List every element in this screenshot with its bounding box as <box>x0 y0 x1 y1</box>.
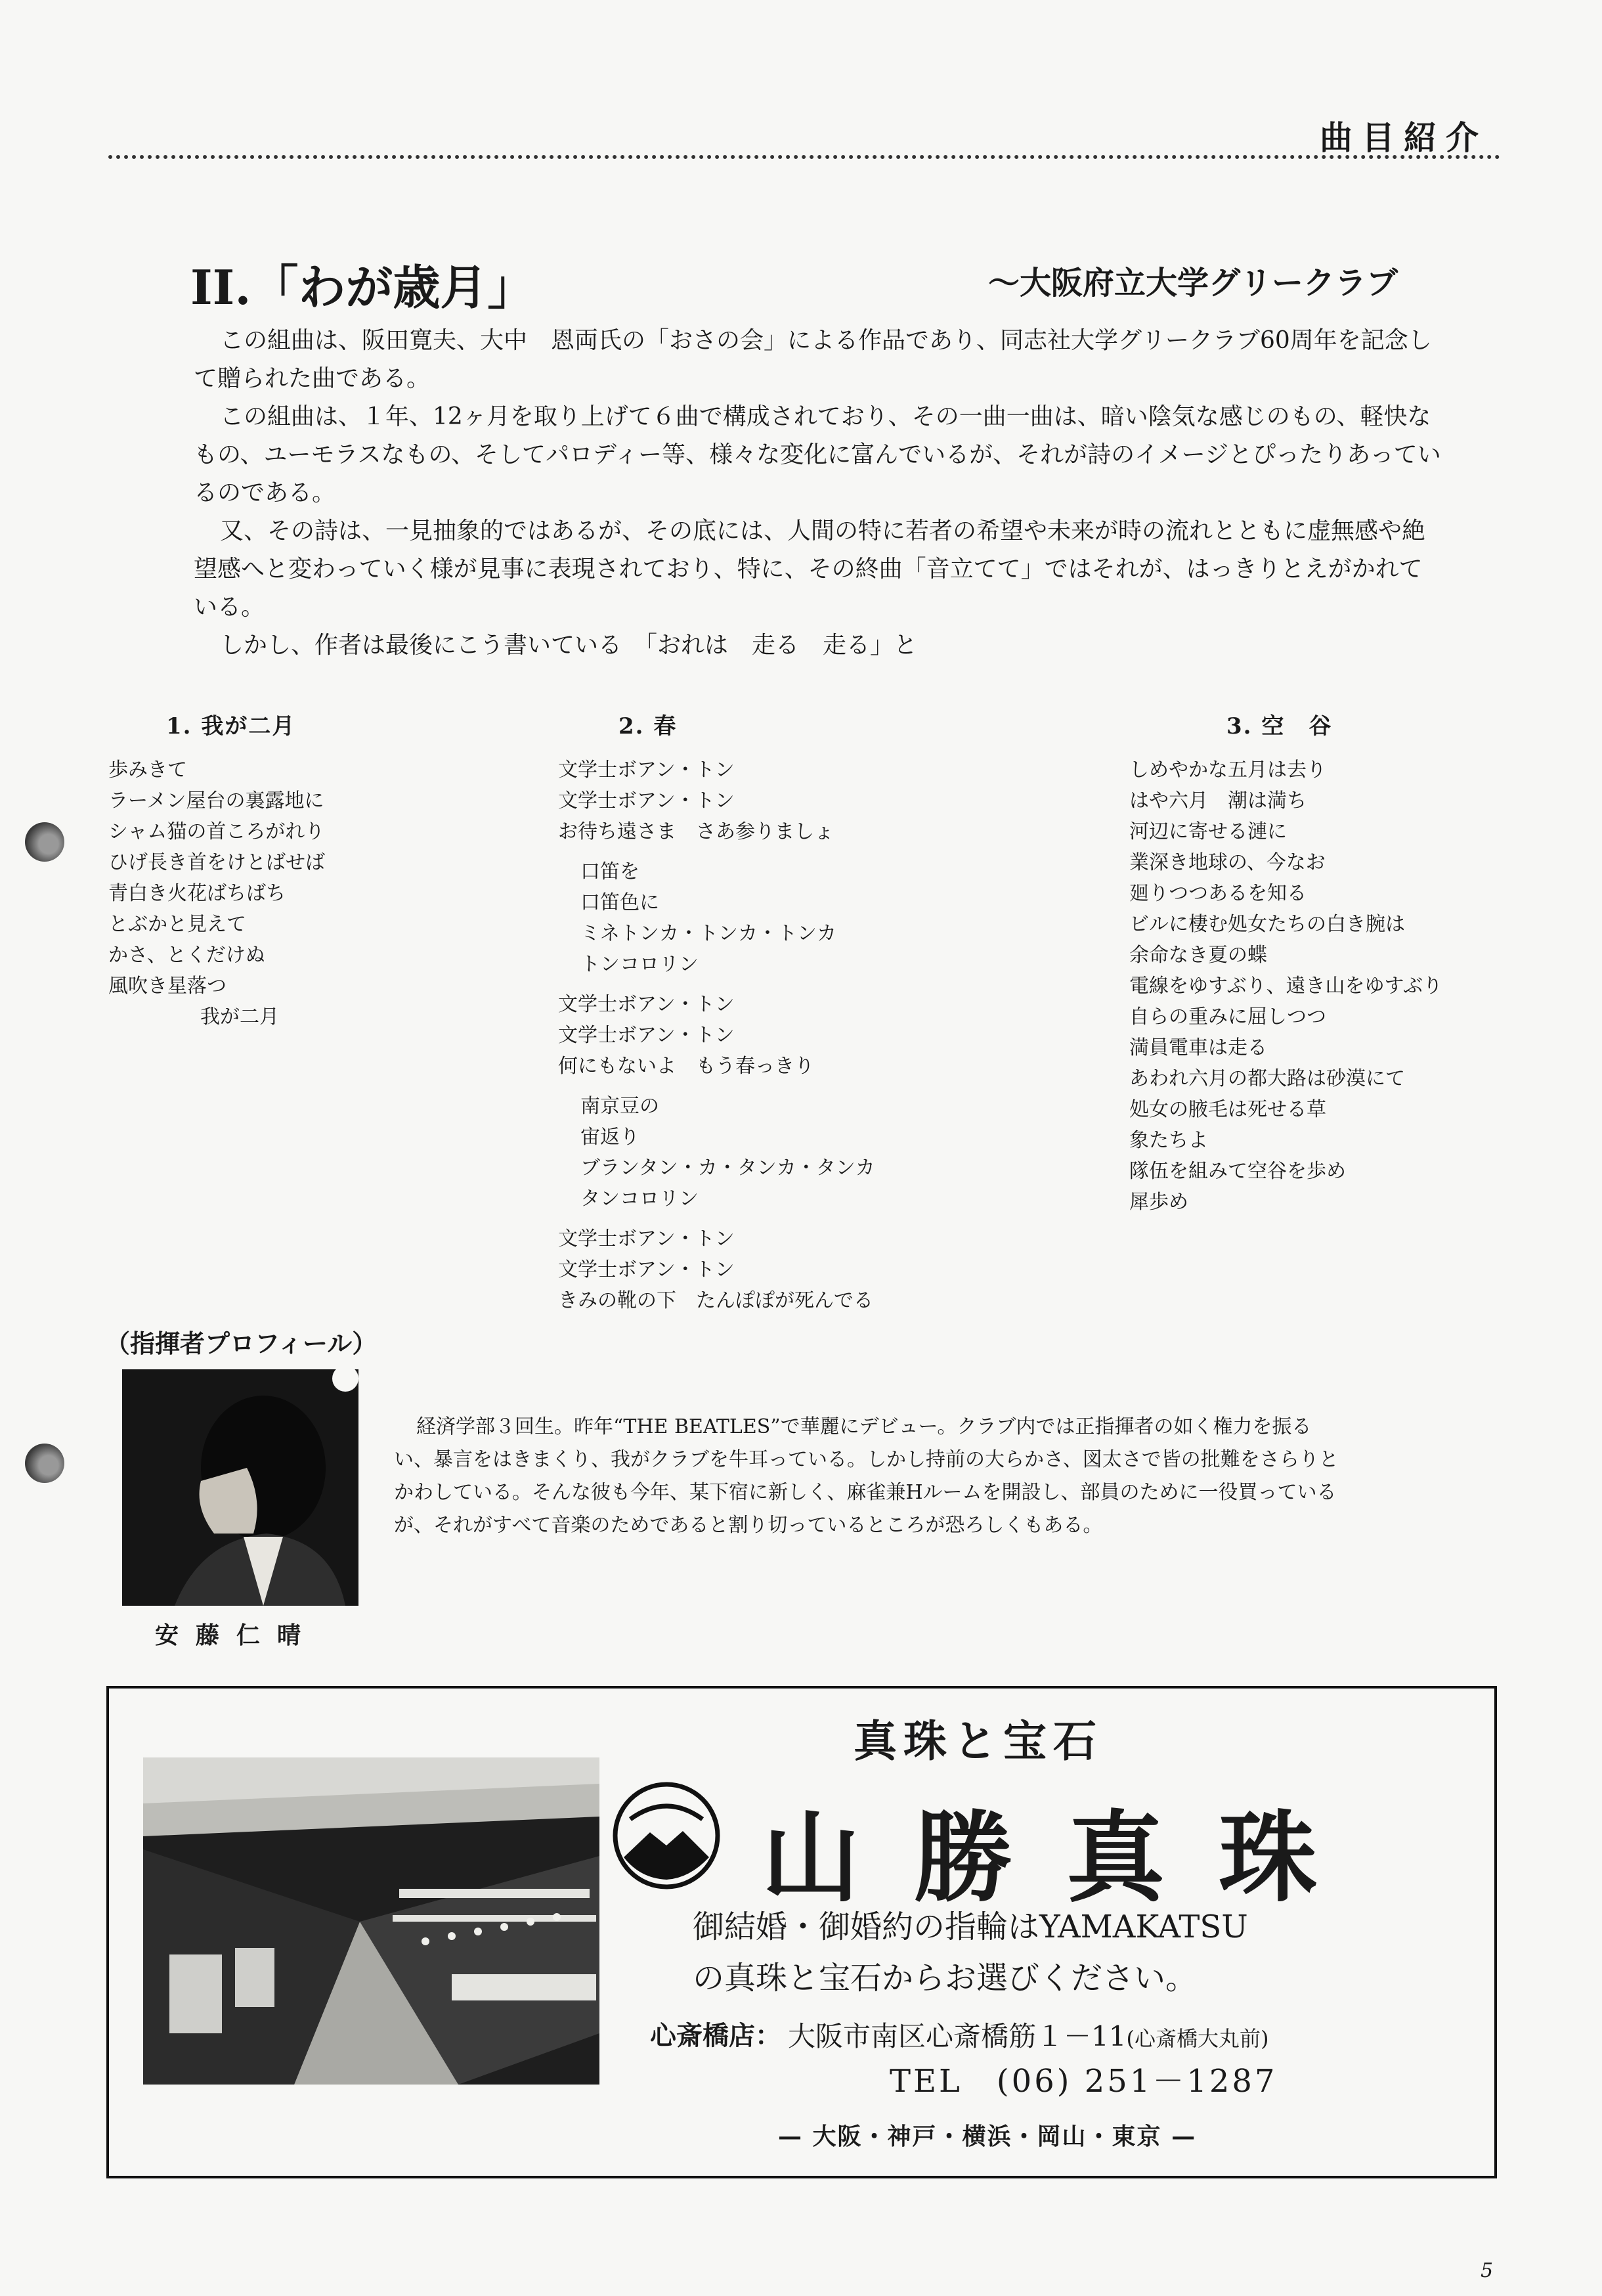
poem-title: 3. 空 谷 <box>1226 713 1333 740</box>
poem-title: 2. 春 <box>618 713 678 740</box>
ad-copy-line: 御結婚・御婚約の指輪はYAMAKATSU <box>693 1909 1248 1945</box>
poem-line: かさ、とくだけぬ <box>108 944 265 967</box>
poem-title: 1. 我が二月 <box>166 713 296 740</box>
poem-stanza <box>558 989 1031 1082</box>
poem-line: しめやかな五月は去り <box>1129 759 1326 782</box>
poem-line: 口笛を <box>580 860 639 883</box>
poem-line: 歩みきて <box>108 759 187 782</box>
profile-text: 経済学部３回生。昨年“THE BEATLES”で華麗にデビュー。クラブ内では正指揮者の如く権力を振るい、暴言をはきまくり、我がクラブを牛耳っている。しかし持前の大らかさ、図太さで皆の批難をさらりとかわしている。そんな彼も今年、某下宿に新しく、麻雀兼Hルームを開設し、部員のために一役買っているが、それがすべて音楽のためであると割り切っているところが恐ろしくもある。 <box>394 1415 1339 1537</box>
ad-copy <box>693 1901 1248 2004</box>
poem-line: 犀歩め <box>1129 1191 1188 1214</box>
poem-line: 業深き地球の、今なお <box>1129 851 1326 874</box>
poem-line: ブランタン・カ・タンカ・タンカ <box>580 1157 875 1180</box>
poem-line: とぶかと見えて <box>108 913 246 936</box>
poem-line: 電線をゆすぶり、遠き山をゆすぶり <box>1129 975 1442 998</box>
poem-line: 文学士ボアン・トン <box>558 1258 735 1281</box>
page-number: 5 <box>1481 2259 1494 2282</box>
poem-stanza <box>558 755 1031 847</box>
poem-line: 青白き火花ばちばち <box>108 882 286 905</box>
poem-line: 南京豆の <box>580 1095 659 1118</box>
poem-2 <box>558 708 1031 1316</box>
poem-line: 処女の腋毛は死せる草 <box>1129 1098 1326 1121</box>
poem-line: シャム猫の首ころがれり <box>108 820 325 843</box>
poem-line: 象たちよ <box>1129 1129 1208 1152</box>
ad-copy-line: の真珠と宝石からお選びください。 <box>693 1960 1198 1997</box>
poem-line: 口笛色に <box>580 891 659 914</box>
poem-lines <box>1129 755 1510 1218</box>
poem-line: 文学士ボアン・トン <box>558 1024 735 1047</box>
poem-line: 文学士ボアン・トン <box>558 993 735 1016</box>
intro-paragraph: しかし、作者は最後にこう書いている 「おれは 走る 走る」と <box>220 632 918 659</box>
poem-line: 満員電車は走る <box>1129 1036 1267 1059</box>
store-cities: — 大阪・神戸・横浜・岡山・東京 — <box>778 2123 1197 2150</box>
poem-line: お待ち遠さま さあ参りましょ <box>558 820 834 843</box>
poem-line: 何にもないよ もう春っきり <box>558 1055 814 1078</box>
poem-line: 隊伍を組みて空谷を歩め <box>1129 1160 1346 1183</box>
poem-line: 河辺に寄せる漣に <box>1129 820 1287 843</box>
poem-line: トンコロリン <box>580 953 699 976</box>
profile-heading: （指揮者プロフィール） <box>105 1329 378 1358</box>
intro-paragraph: この組曲は、阪田寛夫、大中 恩両氏の「おさの会」による作品であり、同志社大学グリークラブ60周年を記念して贈られた曲である。 <box>194 327 1432 392</box>
poem-line: 自らの重みに屈しつつ <box>1129 1005 1326 1028</box>
punch-hole <box>25 822 64 862</box>
poem-line: 文学士ボアン・トン <box>558 789 735 812</box>
poem-line: あわれ六月の都大路は砂漠にて <box>1129 1067 1405 1090</box>
store-interior-photo <box>143 1757 599 2085</box>
poem-line: ひげ長き首をけとばせば <box>108 851 325 874</box>
poem-line: ミネトンカ・トンカ・トンカ <box>580 922 836 945</box>
poem-stanza <box>558 1091 1031 1214</box>
poem-line: タンコロリン <box>580 1187 699 1210</box>
poem-line: 我が二月 <box>200 1005 279 1028</box>
section-header: 曲目紹介 <box>1320 118 1488 157</box>
poem-stanza <box>558 1224 1031 1316</box>
poem-line: 余命なき夏の蝶 <box>1129 944 1267 967</box>
ad-tagline: 真珠と宝石 <box>854 1715 1103 1767</box>
address-note: (心斎橋大丸前) <box>1126 2026 1269 2051</box>
suite-title: II.「わが歳月」 <box>190 259 535 315</box>
intro-paragraph: この組曲は、１年、12ヶ月を取り上げて６曲で構成されており、その一曲一曲は、暗い陰気な感じのもの、軽快なもの、ユーモラスなもの、そしてパロディー等、様々な変化に富んでいるが、それが詩のイメージとぴったりあっているのである。 <box>194 403 1441 506</box>
poem-line: きみの靴の下 たんぽぽが死んでる <box>558 1289 873 1312</box>
address-text: 大阪市南区心斎橋筋１－11 <box>788 2020 1127 2052</box>
suite-introduction <box>194 322 1441 665</box>
phone-number: TEL (06) 251－1287 <box>890 2063 1278 2100</box>
header-divider <box>108 155 1500 159</box>
poem-1 <box>108 708 450 1032</box>
poem-line: ビルに棲む処女たちの白き腕は <box>1129 913 1405 936</box>
poem-line: 宙返り <box>580 1126 639 1149</box>
poem-line: 廻りつつあるを知る <box>1129 882 1307 905</box>
poem-lines <box>108 755 450 1032</box>
poem-line: ラーメン屋台の裏露地に <box>108 789 324 812</box>
intro-paragraph: 又、その詩は、一見抽象的ではあるが、その底には、人間の特に若者の希望や未来が時の流れとともに虚無感や絶望感へと変わっていく様が見事に表現されており、特に、その終曲「音立てて」ではそれが、はっきりとえがかれている。 <box>194 518 1426 621</box>
company-name: 山勝真珠 <box>762 1800 1372 1916</box>
company-logo-icon <box>611 1780 722 1891</box>
conductor-photo <box>122 1369 358 1606</box>
punch-hole <box>25 1444 64 1483</box>
poem-line: はや六月 潮は満ち <box>1129 789 1307 812</box>
poem-line: 文学士ボアン・トン <box>558 759 735 782</box>
poem-stanza <box>558 856 1031 980</box>
poem-line: 風吹き星落つ <box>108 975 227 998</box>
poem-line: 文学士ボアン・トン <box>558 1227 735 1250</box>
poem-3 <box>1129 708 1510 1218</box>
branch-address <box>788 2015 1268 2054</box>
suite-performer: 〜大阪府立大学グリークラブ <box>988 265 1398 301</box>
branch-label: 心斎橋店： <box>650 2020 781 2051</box>
conductor-name: 安藤仁晴 <box>155 1622 318 1649</box>
